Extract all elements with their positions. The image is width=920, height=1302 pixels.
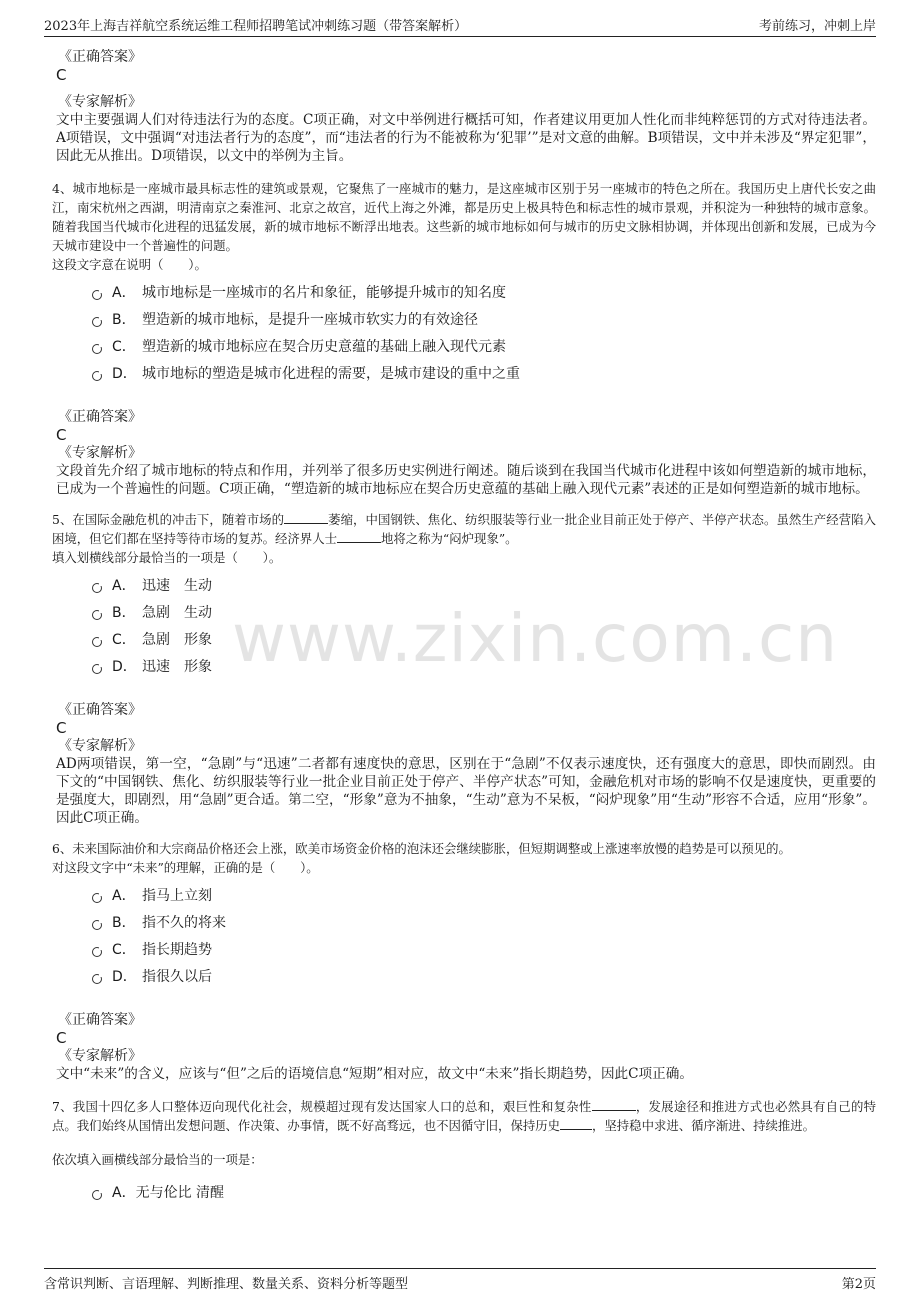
q7-prompt: 依次填入画横线部分最恰当的一项是：: [52, 1152, 263, 1167]
radio-icon[interactable]: [92, 893, 102, 903]
q6-option-d[interactable]: D． 指很久以后: [92, 962, 876, 989]
q4-option-d[interactable]: D． 城市地标的塑造是城市化进程的需要，是城市建设的重中之重: [92, 359, 876, 386]
q4-options: [92, 278, 876, 386]
q6-option-b[interactable]: B． 指不久的将来: [92, 908, 876, 935]
q5-options: [92, 571, 876, 679]
radio-icon[interactable]: [92, 920, 102, 930]
document-body: [52, 46, 877, 1205]
q5-analysis: AD两项错误，第一空，“急剧”与“迅速”二者都有速度快的意思，区别在于“急剧”不仅表示速度快，还有强度大的意思，即快而剧烈。由下文的“中国钢铁、焦化、纺织服装等行业一批企业目前正处于停产、半停产状态”可知，金融危机对市场的影响不仅是速度快，更重要的是强度大，即剧烈，用“急剧”更合适。第二空，“形象”意为不抽象，“生动”意为不呆板，“闷炉现象”用“生动”形容不合适，应用“形象”。因此C项正确。: [56, 756, 876, 826]
header-slogan: 考前练习，冲刺上岸: [758, 19, 876, 34]
q5-prompt: 填入划横线部分最恰当的一项是（ ）。: [52, 550, 282, 565]
answer-label: 《正确答案》: [58, 702, 142, 718]
radio-icon[interactable]: [92, 344, 102, 354]
q6-analysis: 文中“未来”的含义，应该与“但”之后的语境信息“短期”相对应，故文中“未来”指长期趋势，因此C项正确。: [56, 1066, 693, 1082]
page-number: 第2页: [841, 1277, 876, 1292]
blank-line: [560, 1116, 592, 1130]
q5-answer: C: [56, 719, 67, 737]
answer-label: 《正确答案》: [58, 1012, 142, 1028]
q3-analysis: 文中主要强调人们对待违法行为的态度。C项正确，对文中举例进行概括可知，作者建议用更加人性化而非纯粹惩罚的方式对待违法者。A项错误，文中强调“对违法者行为的态度”，而“违法者的行为不能被称为‘犯罪’”是对文意的曲解。B项错误，文中并未涉及“界定犯罪”，因此无从推出。D项错误，以文中的举例为主旨。: [56, 112, 876, 164]
q3-answer: C: [56, 66, 67, 84]
q7-option-a[interactable]: A． 无与伦比 清醒: [92, 1178, 876, 1205]
answer-label: 《正确答案》: [58, 49, 142, 65]
q5-option-b[interactable]: B． 急剧 生动: [92, 598, 876, 625]
answer-label: 《正确答案》: [58, 409, 142, 425]
radio-icon[interactable]: [92, 1190, 102, 1200]
radio-icon[interactable]: [92, 947, 102, 957]
radio-icon[interactable]: [92, 583, 102, 593]
radio-icon[interactable]: [92, 610, 102, 620]
q5-option-c[interactable]: C． 急剧 形象: [92, 625, 876, 652]
radio-icon[interactable]: [92, 317, 102, 327]
analysis-label: 《专家解析》: [58, 445, 142, 461]
q6-options: [92, 881, 876, 989]
q5-text: 5、在国际金融危机的冲击下，随着市场的 萎缩，中国钢铁、焦化、纺织服装等行业一批企业目前正处于停产、半停产状态。虽然生产经营陷入困境，但它们都在坚持等待市场的复苏。经济界人士 地将之称为“闷炉现象”。: [52, 512, 876, 546]
q6-option-a[interactable]: A． 指马上立刻: [92, 881, 876, 908]
q4-text: 4、城市地标是一座城市最具标志性的建筑或景观，它聚焦了一座城市的魅力，是这座城市区别于另一座城市的特色之所在。我国历史上唐代长安之曲江，南宋杭州之西湖，明清南京之秦淮河、北京之故宫，近代上海之外滩，都是历史上极具特色和标志性的城市景观，并积淀为一种独特的城市意象。随着我国当代城市化进程的迅猛发展，新的城市地标不断浮出地表。这些新的城市地标如何与城市的历史文脉相协调，并体现出创新和发展，已成为今天城市建设中一个普遍性的问题。: [52, 181, 876, 253]
q6-answer: C: [56, 1029, 67, 1047]
q5-option-d[interactable]: D． 迅速 形象: [92, 652, 876, 679]
q7-options: [92, 1178, 876, 1205]
q4-answer: C: [56, 426, 67, 444]
q5-option-a[interactable]: A． 迅速 生动: [92, 571, 876, 598]
watermark: www.zixin.com.cn: [232, 600, 839, 677]
analysis-label: 《专家解析》: [58, 1048, 142, 1064]
blank-line: [284, 510, 328, 524]
q4-option-c[interactable]: C． 塑造新的城市地标应在契合历史意蕴的基础上融入现代元素: [92, 332, 876, 359]
document-title: 2023年上海吉祥航空系统运维工程师招聘笔试冲刺练习题（带答案解析）: [44, 19, 468, 34]
analysis-label: 《专家解析》: [58, 94, 142, 110]
analysis-label: 《专家解析》: [58, 738, 142, 754]
radio-icon[interactable]: [92, 290, 102, 300]
radio-icon[interactable]: [92, 371, 102, 381]
page-footer: [44, 1268, 876, 1295]
q4-option-b[interactable]: B． 塑造新的城市地标，是提升一座城市软实力的有效途径: [92, 305, 876, 332]
q6-prompt: 对这段文字中“未来”的理解，正确的是（ ）。: [52, 860, 319, 875]
footer-note: 含常识判断、言语理解、判断推理、数量关系、资料分析等题型: [44, 1277, 409, 1292]
q4-prompt: 这段文字意在说明（ ）。: [52, 257, 207, 272]
q6-option-c[interactable]: C． 指长期趋势: [92, 935, 876, 962]
blank-line: [337, 529, 381, 543]
q4-option-a[interactable]: A． 城市地标是一座城市的名片和象征，能够提升城市的知名度: [92, 278, 876, 305]
q6-text: 6、未来国际油价和大宗商品价格还会上涨，欧美市场资金价格的泡沫还会继续膨胀，但短期调整或上涨速率放慢的趋势是可以预见的。: [52, 841, 791, 856]
blank-line: [592, 1097, 636, 1111]
radio-icon[interactable]: [92, 974, 102, 984]
page-header: [44, 10, 876, 37]
q4-analysis: 文段首先介绍了城市地标的特点和作用，并列举了很多历史实例进行阐述。随后谈到在我国当代城市化进程中该如何塑造新的城市地标，已成为一个普遍性的问题。C项正确，“塑造新的城市地标应在契合历史意蕴的基础上融入现代元素”表述的正是如何塑造新的城市地标。: [56, 463, 876, 497]
q7-text: 7、我国十四亿多人口整体迈向现代化社会，规模超过现有发达国家人口的总和，艰巨性和复杂性 ，发展途径和推进方式也必然具有自己的特点。我们始终从国情出发想问题、作决策、办事情，既不好高骛远，也不因循守旧，保持历史 ，坚持稳中求进、循序渐进、持续推进。: [52, 1099, 877, 1133]
radio-icon[interactable]: [92, 637, 102, 647]
radio-icon[interactable]: [92, 664, 102, 674]
